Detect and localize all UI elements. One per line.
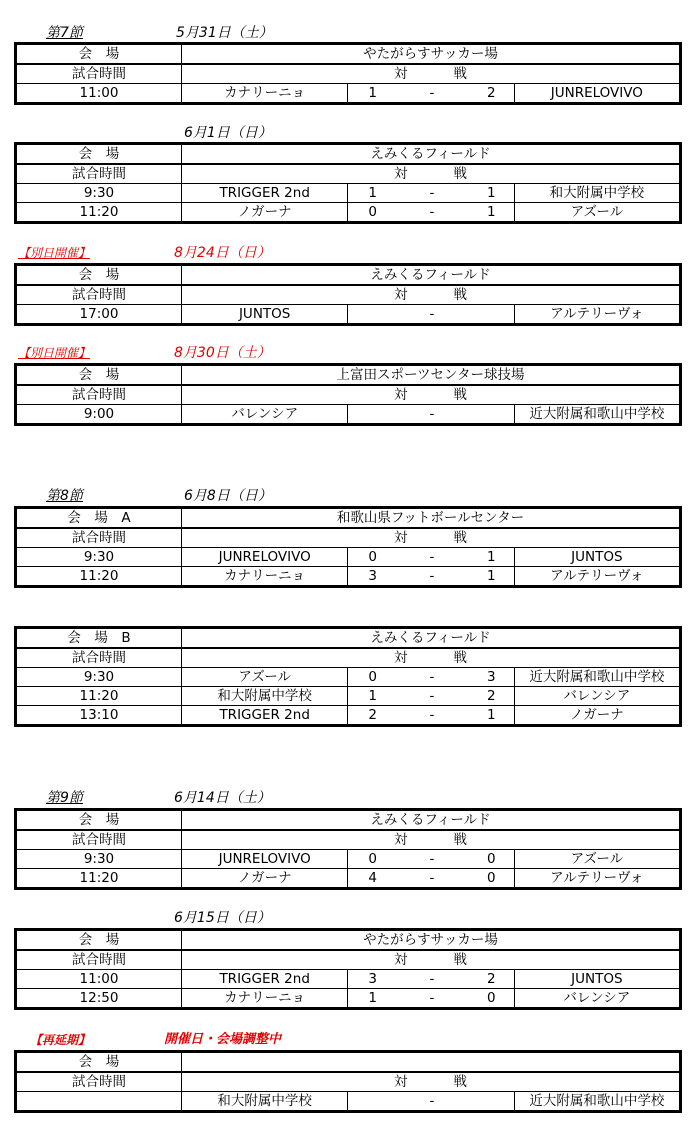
match-row: [16, 548, 681, 567]
kickoff-time: 9:30: [16, 850, 182, 869]
away-team: JUNRELOVIVO: [514, 84, 680, 104]
schedule-table: [14, 1050, 682, 1113]
vs-header: 対 戦: [182, 528, 681, 548]
time-header: 試合時間: [16, 830, 182, 850]
match-row: [16, 305, 681, 325]
venue-name: えみくるフィールド: [182, 144, 681, 165]
match-row: [16, 203, 681, 223]
schedule-table: [14, 363, 682, 426]
score: 1 - 1: [348, 184, 514, 203]
match-row: [16, 869, 681, 889]
home-team: カナリーニョ: [182, 567, 348, 587]
score: 0 - 3: [348, 668, 514, 687]
venue-label: 会 場: [16, 144, 182, 165]
schedule-table: [14, 808, 682, 890]
score: 3 - 2: [348, 970, 514, 989]
match-date: 8月30日（土）: [174, 345, 271, 361]
match-date: 6月15日（日）: [174, 910, 271, 926]
venue-name: えみくるフィールド: [182, 810, 681, 831]
away-team: バレンシア: [514, 687, 680, 706]
status-note: 開催日・会場調整中: [164, 1032, 282, 1047]
match-date: 6月1日（日）: [184, 125, 272, 141]
kickoff-time: 17:00: [16, 305, 182, 325]
kickoff-time: [16, 1092, 182, 1112]
round-label: 第8節: [46, 488, 83, 504]
home-team: TRIGGER 2nd: [182, 184, 348, 203]
venue-name: [182, 1052, 681, 1073]
away-team: 和大附属中学校: [514, 184, 680, 203]
away-team: バレンシア: [514, 989, 680, 1009]
score: 0 - 1: [348, 548, 514, 567]
score: 2 - 1: [348, 706, 514, 726]
schedule-table: [14, 263, 682, 326]
block-header: [46, 486, 446, 506]
kickoff-time: 9:00: [16, 405, 182, 425]
away-team: 近大附属和歌山中学校: [514, 668, 680, 687]
schedule-table: [14, 42, 682, 105]
score: -: [348, 305, 514, 325]
away-team: 近大附属和歌山中学校: [514, 1092, 680, 1112]
kickoff-time: 11:20: [16, 567, 182, 587]
venue-label: 会 場: [16, 365, 182, 386]
schedule-table: [14, 626, 682, 727]
block-header: [30, 1030, 430, 1050]
home-team: アズール: [182, 668, 348, 687]
time-header: 試合時間: [16, 950, 182, 970]
score: 1 - 2: [348, 687, 514, 706]
home-team: TRIGGER 2nd: [182, 970, 348, 989]
vs-header: 対 戦: [182, 385, 681, 405]
home-team: 和大附属中学校: [182, 1092, 348, 1112]
kickoff-time: 12:50: [16, 989, 182, 1009]
round-label: 第7節: [46, 25, 83, 41]
vs-header: 対 戦: [182, 164, 681, 184]
match-row: [16, 687, 681, 706]
block-header: [46, 788, 446, 808]
home-team: バレンシア: [182, 405, 348, 425]
score: -: [348, 1092, 514, 1112]
venue-label: 会 場 B: [16, 628, 182, 649]
venue-label: 会 場: [16, 44, 182, 65]
round-label: 第9節: [46, 790, 83, 806]
block-header: [18, 343, 418, 363]
venue-name: 和歌山県フットボールセンター: [182, 508, 681, 529]
time-header: 試合時間: [16, 1072, 182, 1092]
away-team: アズール: [514, 850, 680, 869]
away-team: アズール: [514, 203, 680, 223]
venue-label: 会 場: [16, 1052, 182, 1073]
away-team: ノガーナ: [514, 706, 680, 726]
block-header: [18, 243, 418, 263]
kickoff-time: 11:00: [16, 970, 182, 989]
venue-name: 上富田スポーツセンター球技場: [182, 365, 681, 386]
score: 1 - 0: [348, 989, 514, 1009]
kickoff-time: 11:20: [16, 869, 182, 889]
kickoff-time: 9:30: [16, 184, 182, 203]
time-header: 試合時間: [16, 385, 182, 405]
time-header: 試合時間: [16, 64, 182, 84]
match-row: [16, 1092, 681, 1112]
match-date: 5月31日（土）: [176, 25, 273, 41]
match-row: [16, 84, 681, 104]
block-header: [46, 908, 446, 928]
home-team: ノガーナ: [182, 203, 348, 223]
home-team: JUNRELOVIVO: [182, 850, 348, 869]
kickoff-time: 9:30: [16, 548, 182, 567]
schedule-table: [14, 928, 682, 1010]
status-tag: 【再延期】: [30, 1033, 91, 1047]
venue-label: 会 場 A: [16, 508, 182, 529]
score: 4 - 0: [348, 869, 514, 889]
home-team: JUNRELOVIVO: [182, 548, 348, 567]
away-team: アルテリーヴォ: [514, 567, 680, 587]
schedule-table: [14, 506, 682, 588]
home-team: カナリーニョ: [182, 989, 348, 1009]
match-date: 6月8日（日）: [184, 488, 272, 504]
score: -: [348, 405, 514, 425]
vs-header: 対 戦: [182, 950, 681, 970]
time-header: 試合時間: [16, 528, 182, 548]
kickoff-time: 9:30: [16, 668, 182, 687]
away-team: 近大附属和歌山中学校: [514, 405, 680, 425]
score: 0 - 1: [348, 203, 514, 223]
vs-header: 対 戦: [182, 830, 681, 850]
venue-name: やたがらすサッカー場: [182, 44, 681, 65]
match-row: [16, 184, 681, 203]
home-team: JUNTOS: [182, 305, 348, 325]
score: 0 - 0: [348, 850, 514, 869]
venue-label: 会 場: [16, 930, 182, 951]
vs-header: 対 戦: [182, 648, 681, 668]
away-team: JUNTOS: [514, 970, 680, 989]
away-team: アルテリーヴォ: [514, 869, 680, 889]
home-team: TRIGGER 2nd: [182, 706, 348, 726]
match-date: 8月24日（日）: [174, 245, 271, 261]
away-team: アルテリーヴォ: [514, 305, 680, 325]
time-header: 試合時間: [16, 164, 182, 184]
match-row: [16, 668, 681, 687]
venue-label: 会 場: [16, 265, 182, 286]
schedule-table: [14, 142, 682, 224]
time-header: 試合時間: [16, 648, 182, 668]
kickoff-time: 11:00: [16, 84, 182, 104]
score: 1 - 2: [348, 84, 514, 104]
kickoff-time: 11:20: [16, 687, 182, 706]
block-header: [46, 23, 446, 43]
vs-header: 対 戦: [182, 64, 681, 84]
venue-name: えみくるフィールド: [182, 265, 681, 286]
home-team: 和大附属中学校: [182, 687, 348, 706]
block-header: [46, 123, 446, 143]
match-row: [16, 850, 681, 869]
score: 3 - 1: [348, 567, 514, 587]
match-row: [16, 405, 681, 425]
vs-header: 対 戦: [182, 285, 681, 305]
home-team: ノガーナ: [182, 869, 348, 889]
venue-name: えみくるフィールド: [182, 628, 681, 649]
venue-name: やたがらすサッカー場: [182, 930, 681, 951]
status-tag: 【別日開催】: [18, 346, 91, 360]
match-date: 6月14日（土）: [174, 790, 271, 806]
match-row: [16, 567, 681, 587]
away-team: JUNTOS: [514, 548, 680, 567]
match-row: [16, 706, 681, 726]
kickoff-time: 13:10: [16, 706, 182, 726]
home-team: カナリーニョ: [182, 84, 348, 104]
match-row: [16, 989, 681, 1009]
vs-header: 対 戦: [182, 1072, 681, 1092]
match-row: [16, 970, 681, 989]
status-tag: 【別日開催】: [18, 246, 91, 260]
time-header: 試合時間: [16, 285, 182, 305]
venue-label: 会 場: [16, 810, 182, 831]
kickoff-time: 11:20: [16, 203, 182, 223]
